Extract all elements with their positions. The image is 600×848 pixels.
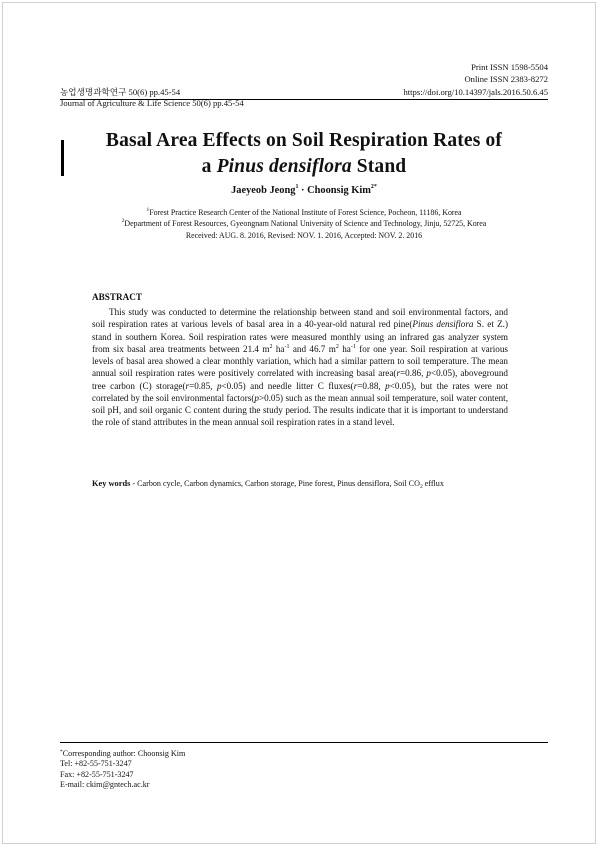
header-divider <box>60 99 548 100</box>
abstract-body: This study was conducted to determine the relationship between stand and soil environmental factors, and soil respiration rates at various levels of basal area in a 40-year-old natural red pine(Pinus densiflora S. et Z.) stand in southern Korea. Soil respiration rates were measured monthly using an infrared gas analyzer system from six basal area treatments between 21.4 $m^2$ $ha^{-1}$ and 46.7 $m^2$ $ha^{-1}$ for one year. Soil respiration at various levels of basal area showed a clear monthly variation, which had a similar pattern to soil temperature. The mean annual soil respiration rates were positively correlated with increasing basal area(r=0.86, p<0.05), aboveground tree carbon (C) storage(r=0.85, p<0.05) and needle litter C fluxes(r=0.88, p<0.05), but the rates were not correlated by the soil environmental factors(p>0.05) such as the mean annual soil temperature, soil water content, soil pH, and soil organic C content during the study period. The results indicate that it is important to understand the role of stand attributes in the mean annual soil respiration rates in a stand level. <box>92 307 509 428</box>
author-jeong: Jaeyeob Jeong <box>231 185 296 196</box>
keywords-list: Carbon cycle, Carbon dynamics, Carbon storage, Pine forest, Pinus densiflora, Soil CO <box>137 479 420 488</box>
species-name: Pinus densiflora <box>216 156 352 177</box>
corresponding-author-footnote <box>60 747 185 791</box>
author-kim: Choonsig Kim <box>307 185 371 196</box>
issn-online: Online ISSN 2383-8272 <box>464 74 548 84</box>
title-line-2: a Pinus densiflora Stand <box>201 156 407 177</box>
keywords-label: Key words <box>92 479 131 488</box>
title-line-1: Basal Area Effects on Soil Respiration Rates of <box>105 130 503 151</box>
footnote-author: *Corresponding author: Choonsig Kim <box>60 749 186 758</box>
journal-citation-english: Journal of Agriculture & Life Science 50(6) pp.45-54 <box>60 98 244 108</box>
issn-print: Print ISSN 1598-5504 <box>471 62 548 72</box>
doi-link[interactable]: https://doi.org/10.14397/jals.2016.50.6.45 <box>403 87 548 97</box>
manuscript-dates: Received: AUG. 8. 2016, Revised: NOV. 1. 2016, Accepted: NOV. 2. 2016 <box>185 231 423 240</box>
footnote-divider <box>60 742 548 743</box>
authors: Jaeyeob Jeong$^1$ · Choonsig Kim$^{2*}$ <box>231 184 377 196</box>
footnote-tel: Tel: +82-55-751-3247 <box>60 759 132 769</box>
journal-citation <box>60 87 244 109</box>
journal-citation-korean: 농업생명과학연구 50(6) pp.45-54 <box>60 87 181 97</box>
affiliation-2: $^2$Department of Forest Resources, Gyeongnam National University of Science and Technology, Jinju, 52725, Korea <box>121 218 487 228</box>
footnote-email[interactable]: E-mail: ckim@gntech.ac.kr <box>60 780 150 790</box>
keywords: Key words - Carbon cycle, Carbon dynamics, Carbon storage, Pine forest, Pinus densiflora, Soil $CO_2$ efflux <box>92 479 444 490</box>
abstract-heading: ABSTRACT <box>92 292 143 302</box>
paper-title <box>60 128 548 180</box>
footnote-fax: Fax: +82-55-751-3247 <box>60 769 134 779</box>
affiliation-1: $^1$Forest Practice Research Center of the National Institute of Forest Science, Pocheon, 11186, Korea <box>146 207 462 217</box>
